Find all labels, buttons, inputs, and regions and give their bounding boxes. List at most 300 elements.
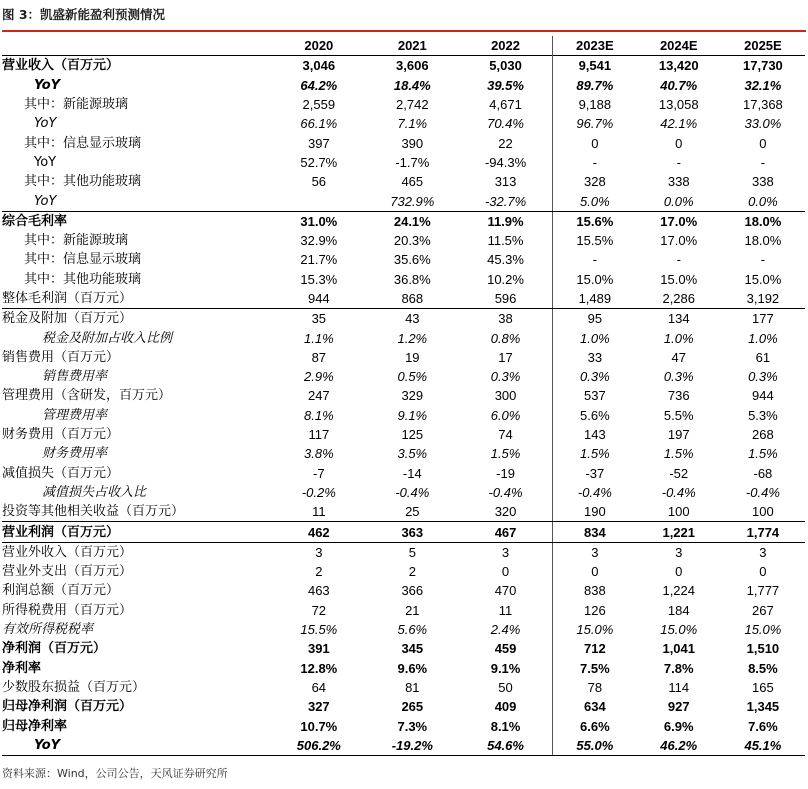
table-cell: 9,188 [553,95,637,114]
table-cell: 0.5% [397,369,428,385]
table-cell: 634 [553,697,637,716]
table-cell: - [676,252,681,268]
table-row [2,736,805,756]
table-row [2,328,805,347]
table-cell: 1,041 [662,641,696,657]
table-cell: 462 [272,522,365,542]
header-row [2,36,805,56]
table-cell [272,191,365,211]
table-cell: 300 [494,388,517,404]
table-cell: -68 [753,465,773,481]
table-cell: 2 [408,564,416,580]
table-cell: 3 [315,544,323,560]
table-cell: 327 [307,699,330,715]
table-cell: 0.8% [490,330,521,346]
table-cell: 190 [553,502,637,522]
table-row [2,678,805,697]
row-label: 税金及附加（百万元） [2,311,133,327]
row-label: YoY [2,736,272,756]
row-label: 销售费用率 [42,369,108,385]
row-label: 管理费用（含研发，百万元） [2,388,172,404]
table-row [2,464,805,483]
table-cell: 470 [494,583,517,599]
table-cell: 95 [553,309,637,329]
table-cell: 11.5% [487,233,524,249]
table-cell: 32.1% [744,77,782,93]
table-row [2,697,805,716]
table-cell: 5.6% [397,622,428,638]
table-cell: - [760,252,766,268]
source-note: 资料来源：Wind，公司公告，天风证券研究所 [2,767,228,780]
row-label: 归母净利润（百万元） [2,699,133,715]
row-label: YoY [2,191,272,211]
table-cell: 366 [401,583,424,599]
row-label: 税金及附加占收入比例 [42,330,173,346]
row-label: YoY [34,116,57,132]
table-cell: 13,058 [658,97,699,113]
table-cell: 712 [553,639,637,658]
table-cell: 87 [311,349,327,365]
table-cell: 33 [553,348,637,367]
table-cell: 465 [401,174,424,190]
table-cell: 17.0% [660,233,698,249]
table-row [2,542,805,562]
table-cell: 50 [498,679,513,695]
table-cell: 9,541 [553,56,637,76]
header-year: 2025E [744,38,782,54]
table-cell: 17,368 [743,97,783,113]
table-cell: 0 [675,135,683,151]
table-cell: 5.0% [553,191,637,211]
table-cell: -94.3% [484,154,527,170]
table-cell: 1.5% [663,446,694,462]
table-cell: 11.9% [487,213,524,229]
table-row [2,620,805,639]
table-cell: 1,224 [662,583,696,599]
table-cell: 390 [401,135,424,151]
row-label: 利润总额（百万元） [2,583,120,599]
table-cell: 1.0% [553,328,637,347]
table-row [2,406,805,425]
table-cell: 89.7% [553,76,637,95]
row-label: YoY [34,154,57,170]
table-cell: 46.2% [637,736,721,756]
table-cell: 834 [553,522,637,542]
table-cell: 19 [405,349,420,365]
row-label: 其中：其他功能玻璃 [24,271,142,287]
table-cell: 397 [307,135,330,151]
table-cell: 537 [553,386,637,405]
table-cell: 1,345 [746,699,780,715]
table-cell: 944 [752,388,774,404]
table-cell: 39.5% [487,77,524,93]
table-cell: 6.9% [663,718,694,734]
table-cell: 45.3% [487,252,524,268]
table-cell: 0.0% [721,191,805,211]
row-label: 减值损失（百万元） [2,465,120,481]
table-cell: 506.2% [272,736,365,756]
table-cell: 0.3% [553,367,637,386]
table-cell: 1,489 [553,289,637,309]
table-row [2,562,805,581]
table-cell: 265 [401,699,424,715]
header-label [2,36,272,56]
table-cell: 74 [498,427,513,443]
table-row [2,153,805,172]
table-cell: 47 [671,349,686,365]
table-cell: 100 [721,502,805,522]
table-cell: - [553,153,637,172]
table-cell: 8.1% [490,718,521,734]
table-cell: 4,671 [489,97,522,113]
table-cell: 21 [405,602,420,618]
table-cell: 15.3% [300,271,338,287]
table-cell: -14 [402,465,422,481]
row-label: 财务费用率 [42,446,108,462]
table-cell: 7.5% [553,659,637,678]
table-cell: 114 [668,679,690,695]
table-cell: -19 [496,465,515,481]
table-cell: 18.0% [744,233,782,249]
table-cell: 17,730 [743,58,783,74]
table-cell: 391 [307,641,330,657]
table-cell: 35.6% [393,252,431,268]
table-row [2,716,805,735]
table-cell: 944 [272,289,365,309]
table-cell: 2,559 [302,97,336,113]
table-cell: 338 [667,174,690,190]
table-cell: 459 [494,641,517,657]
table-cell: 78 [553,678,637,697]
table-cell: 8.5% [748,660,778,676]
table-cell: 1.5% [490,446,521,462]
table-cell: 61 [755,349,771,365]
table-cell: 5.6% [553,406,637,425]
table-cell: -0.4% [395,484,430,500]
table-cell: 15.0% [744,622,782,638]
table-cell: 31.0% [300,213,338,229]
table-row [2,270,805,289]
table-cell: 7.1% [397,116,428,132]
table-cell: -19.2% [366,736,459,756]
table-cell: 0.3% [490,369,521,385]
table-cell: 3,046 [302,58,336,74]
header-year: 2022 [491,38,520,54]
row-label: 净利率 [2,660,42,676]
table-cell: 247 [307,388,330,404]
table-cell: 0.3% [748,369,778,385]
row-label: 营业外支出（百万元） [2,564,133,580]
table-row [2,231,805,250]
table-cell: - [553,250,637,269]
table-cell: 0.0% [637,191,721,211]
table-cell: 25 [366,502,459,522]
table-cell: 125 [401,427,424,443]
table-cell: 55.0% [553,736,637,756]
table-row [2,289,805,309]
table-cell: 143 [553,425,637,444]
table-cell: 9.6% [397,660,428,676]
table-cell: 18.0% [744,213,782,229]
table-row [2,425,805,444]
table-cell: 18.4% [393,77,431,93]
table-cell: 9.1% [490,660,521,676]
table-cell: 117 [308,427,330,443]
table-row [2,522,805,542]
table-cell: 36.8% [393,271,431,287]
table-cell: 1.5% [748,446,778,462]
table-cell: -52 [669,465,689,481]
table-cell: 5.3% [748,407,778,423]
table-cell: 12.8% [300,660,338,676]
table-cell: 35 [311,311,327,327]
table-cell: 0 [675,564,683,580]
table-cell: 24.1% [393,213,431,229]
row-label: 其中：新能源玻璃 [24,233,129,249]
table-cell: 38 [498,311,513,327]
table-cell: 0 [553,562,637,581]
table-cell: 1.0% [663,330,694,346]
table-cell: 5.5% [663,407,694,423]
earnings-forecast-table [2,36,805,756]
table-cell: 1,510 [746,641,780,657]
table-cell: 320 [459,502,552,522]
table-cell: 3 [759,544,767,560]
table-cell: 52.7% [300,154,338,170]
table-cell: 7.6% [748,718,778,734]
table-row [2,348,805,367]
table-cell: 11 [498,602,513,618]
table-cell: 1.2% [397,330,428,346]
table-row [2,191,805,211]
table-cell: 838 [553,581,637,600]
table-cell: 126 [553,601,637,620]
table-cell: 5 [408,544,416,560]
table-cell: 1.5% [553,444,637,463]
table-cell: 363 [366,522,459,542]
table-cell: 3,192 [721,289,805,309]
title-rule [2,30,806,32]
figure-title: 图 3：凯盛新能盈利预测情况 [2,7,166,22]
table-cell: 21.7% [300,252,338,268]
table-cell: 10.7% [300,718,338,734]
row-label: 综合毛利率 [2,213,68,229]
table-cell: 10.2% [487,271,524,287]
table-cell: 66.1% [300,116,338,132]
table-cell: - [760,154,766,170]
row-label: 少数股东损益（百万元） [2,679,146,695]
table-cell: 1.1% [304,330,334,346]
table-cell: 1,777 [746,583,780,599]
table-row [2,250,805,269]
row-label: 财务费用（百万元） [2,427,120,443]
table-cell: 70.4% [487,116,524,132]
table-cell: 3 [675,544,683,560]
table-row [2,309,805,329]
table-row [2,581,805,600]
table-cell: 100 [637,502,721,522]
row-label: 归母净利率 [2,718,68,734]
table-row [2,367,805,386]
table-cell: 868 [366,289,459,309]
table-cell: 3.5% [397,446,428,462]
table-cell: - [676,154,681,170]
table-cell: 1,221 [637,522,721,542]
table-cell: 15.0% [553,270,637,289]
table-cell: 15.0% [744,271,782,287]
table-cell: 20.3% [393,233,431,249]
row-label: 减值损失占收入比 [42,484,147,500]
table-row [2,483,805,502]
table-row [2,639,805,658]
row-label: 其中：其他功能玻璃 [24,174,142,190]
table-cell: -0.4% [553,483,637,502]
row-label: 投资等其他相关收益（百万元） [2,502,272,522]
table-cell: 15.0% [660,622,698,638]
row-label: 管理费用率 [42,407,108,423]
table-cell: 11 [272,502,365,522]
table-cell: 2,742 [396,97,429,113]
header-year: 2023E [553,36,637,56]
table-cell: 15.6% [553,211,637,231]
row-label: 营业利润（百万元） [2,522,272,542]
row-label: 其中：新能源玻璃 [24,97,129,113]
header-year: 2021 [397,38,427,54]
table-cell: 2,286 [637,289,721,309]
table-row [2,76,805,95]
table-cell: 72 [311,602,327,618]
table-row [2,386,805,405]
table-cell: 0.3% [663,369,694,385]
table-cell: 32.9% [300,233,338,249]
table-cell: 3,606 [396,58,429,74]
table-cell: 45.1% [721,736,805,756]
table-cell: 2.4% [490,622,521,638]
row-label: 所得税费用（百万元） [2,602,133,618]
row-label: 营业收入（百万元） [2,58,120,74]
table-cell: 56 [311,174,327,190]
table-row [2,56,805,76]
table-row [2,133,805,152]
table-cell: 9.1% [397,407,428,423]
row-label: 营业外收入（百万元） [2,544,133,560]
row-label: 整体毛利润（百万元） [2,289,272,309]
row-label: 其中：信息显示玻璃 [24,252,142,268]
header-year: 2024E [659,38,698,54]
table-cell: 15.5% [553,231,637,250]
table-cell: 329 [401,388,424,404]
table-cell: 2 [315,564,323,580]
table-cell: 5,030 [489,58,522,74]
table-cell: 15.0% [553,620,637,639]
table-row [2,444,805,463]
table-cell: 54.6% [459,736,552,756]
table-row [2,211,805,231]
table-cell: 3 [553,542,637,562]
table-cell: 165 [752,679,774,695]
table-cell: 33.0% [744,116,782,132]
table-row [2,172,805,191]
header-year: 2020 [304,38,334,54]
row-label: 其中：信息显示玻璃 [24,135,142,151]
table-cell: 596 [459,289,552,309]
table-cell: -0.4% [488,484,523,500]
table-cell: 15.0% [660,271,698,287]
table-cell: 0 [759,564,767,580]
row-label: 有效所得税税率 [2,622,94,638]
table-cell: 267 [752,602,774,618]
row-label: YoY [34,77,61,93]
table-cell: 43 [405,311,420,327]
table-cell: 96.7% [553,114,637,133]
table-row [2,502,805,522]
table-cell: 184 [667,602,690,618]
table-cell: 197 [667,427,690,443]
table-cell: 409 [494,699,517,715]
table-cell: 732.9% [366,191,459,211]
table-cell: 6.0% [490,407,521,423]
table-cell: 463 [307,583,330,599]
table-row [2,659,805,678]
table-cell: 6.6% [553,716,637,735]
table-cell: 7.3% [397,718,428,734]
table-row [2,95,805,114]
table-cell: 64 [311,679,327,695]
table-cell: 64.2% [300,77,338,93]
table-cell: 0 [501,564,510,580]
table-row [2,601,805,620]
row-label: 净利润（百万元） [2,641,107,657]
table-cell: 2.9% [304,369,334,385]
table-cell: 1,774 [721,522,805,542]
table-cell: 7.8% [663,660,694,676]
table-cell: 268 [752,427,774,443]
table-cell: -1.7% [395,154,430,170]
table-cell: -0.4% [745,484,780,500]
table-cell: 313 [494,174,517,190]
table-cell: 134 [667,311,690,327]
table-cell: -37 [553,464,637,483]
table-cell: 17.0% [660,213,698,229]
table-cell: 338 [752,174,774,190]
table-cell: 8.1% [304,407,334,423]
table-cell: 17 [498,349,513,365]
table-cell: 0 [553,133,637,152]
table-cell: 927 [667,699,690,715]
table-cell: 177 [752,311,774,327]
table-cell: 22 [498,135,513,151]
table-cell: -0.2% [301,484,336,500]
table-cell: 42.1% [660,116,698,132]
row-label: 销售费用（百万元） [2,349,120,365]
table-cell: 0 [759,135,767,151]
table-cell: 328 [553,172,637,191]
table-cell: 345 [401,641,424,657]
table-cell: 15.5% [300,622,338,638]
table-cell: 13,420 [658,58,699,74]
table-cell: 81 [405,679,420,695]
table-cell: 1.0% [748,330,778,346]
table-cell: -7 [313,465,325,481]
table-cell: 467 [459,522,552,542]
table-cell: 3.8% [304,446,334,462]
table-cell: 40.7% [660,77,698,93]
table-cell: -0.4% [661,484,696,500]
table-cell: -32.7% [459,191,552,211]
table-cell: 3 [501,544,510,560]
table-row [2,114,805,133]
table-cell: 736 [667,388,690,404]
